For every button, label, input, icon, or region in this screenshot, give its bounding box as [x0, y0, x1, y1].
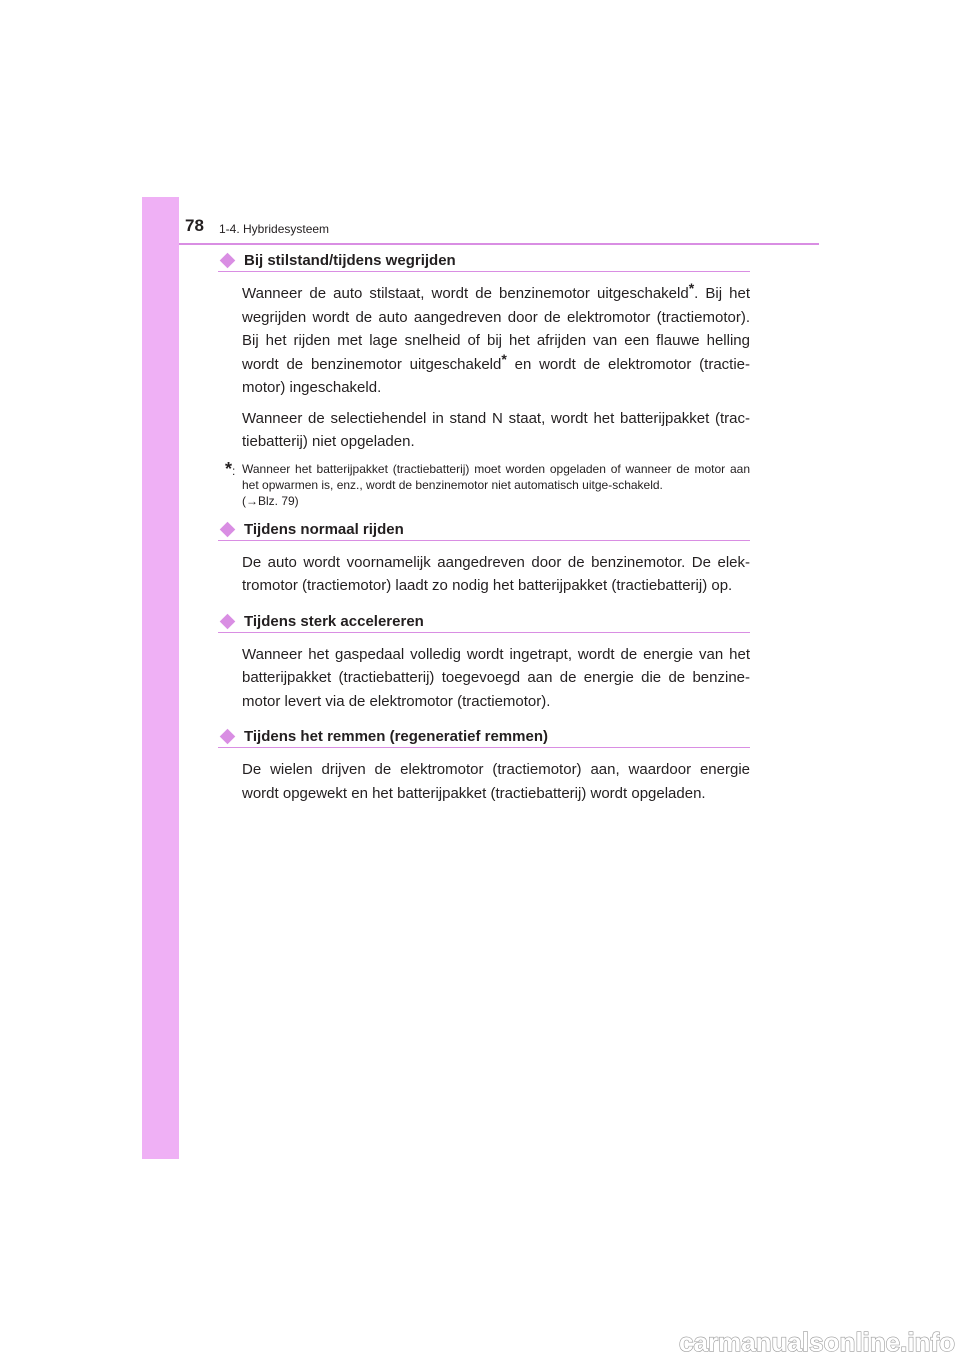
section-heading-text: Tijdens het remmen (regeneratief remmen): [244, 728, 548, 745]
diamond-icon: [220, 613, 236, 629]
watermark-text: carmanualsonline.info: [679, 1327, 955, 1357]
section-heading-text: Tijdens sterk accelereren: [244, 612, 424, 630]
chapter-sidebar-tab: [142, 197, 179, 1159]
footnote-marker: *: [501, 350, 507, 367]
diamond-icon: [220, 729, 236, 745]
paragraph: Wanneer de auto stilstaat, wordt de benzinemotor uitgeschakeld*. Bij het wegrijden wordt de auto aangedreven door de elektromotor (tractiemotor). Bij het rijden met lage snelheid of bij het afrijden van een flauwe helling wordt de benzinemotor uitgeschakeld* en wordt de elektromotor (tractie-motor) ingeschakeld.: [242, 280, 751, 396]
paragraph: Wanneer de selectiehendel in stand N staat, wordt het batterijpakket (trac-tiebatterij) niet opgeladen.: [242, 409, 750, 450]
footnote-marker: *:: [225, 458, 236, 479]
paragraph: De wielen drijven de elektromotor (tractiemotor) aan, waardoor energie wordt opgewekt en het batterijpakket (tractiebatterij) wordt opgeladen.: [242, 761, 750, 802]
paragraph: De auto wordt voornamelijk aangedreven door de benzinemotor. De elek-tromotor (tractiemotor) laadt zo nodig het batterijpakket (tractiebatterij) op.: [242, 553, 750, 594]
section-heading-text: Bij stilstand/tijdens wegrijden: [244, 252, 456, 269]
section-heading-sterk-accelereren: [218, 613, 750, 633]
page-content: [218, 252, 750, 812]
header-rule: [179, 243, 819, 245]
paragraph: Wanneer het gaspedaal volledig wordt ingetrapt, wordt de energie van het batterijpakket (tractiebatterij) toegevoegd aan de energie die de benzine-motor levert via de elektromotor (tractiemotor).: [242, 645, 750, 710]
page-number: 78: [185, 216, 204, 235]
chapter-title: 1-4. Hybridesysteem: [219, 222, 330, 236]
section-heading-stilstand: [218, 252, 750, 272]
section-heading-remmen: [218, 728, 750, 748]
footnote-text: Wanneer het batterijpakket (tractiebatterij) moet worden opgeladen of wanneer de motor aan het opwarmen is, enz., wordt de benzinemotor niet automatisch uitge-schakeld.: [242, 461, 750, 492]
diamond-icon: [220, 521, 236, 537]
section-heading-normaal-rijden: [218, 521, 750, 541]
page-reference-link[interactable]: (→Blz. 79): [242, 493, 299, 508]
footnote: [225, 458, 750, 509]
diamond-icon: [220, 253, 236, 269]
section-heading-text: Tijdens normaal rijden: [244, 520, 404, 538]
footnote-marker: *: [688, 280, 695, 296]
